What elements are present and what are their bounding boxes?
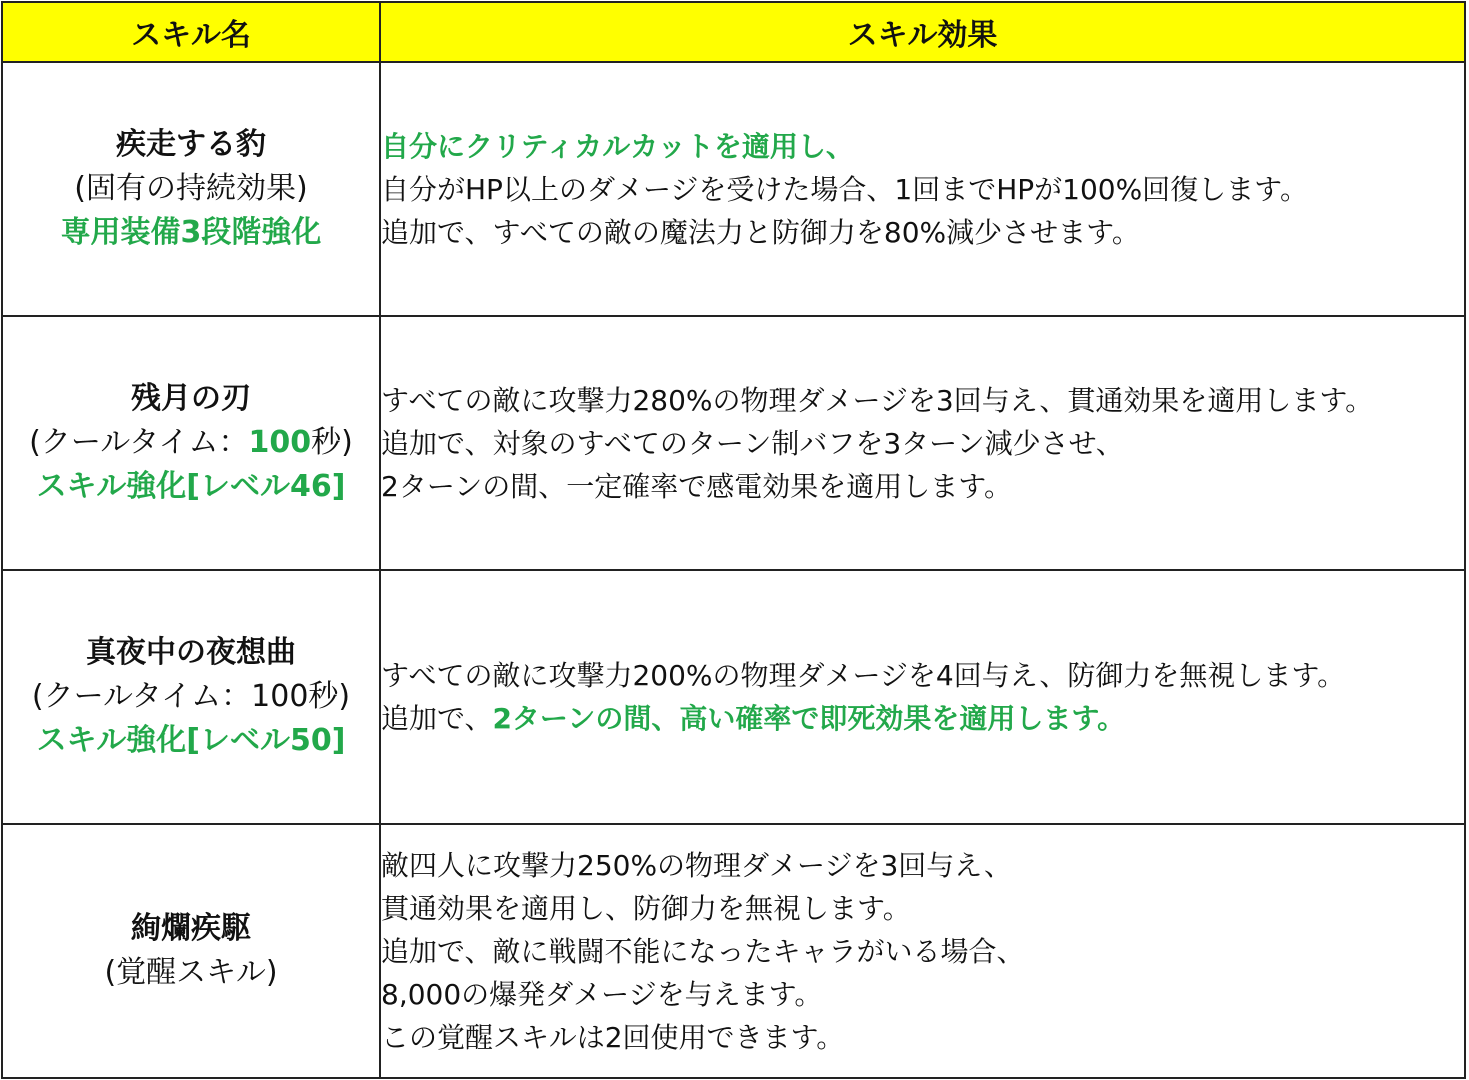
skill-subtitle: (クールタイム：100秒) (31, 679, 351, 714)
cooldown-value: 100 (248, 425, 312, 460)
skill-subtitle (3, 421, 379, 465)
skill-name-cell (2, 62, 380, 316)
effect-line: 追加で、敵に戦闘不能になったキャラがいる場合、 (381, 934, 1025, 968)
skill-name-cell (2, 316, 380, 570)
skill-effect-cell (380, 824, 1465, 1078)
skill-effect-cell (380, 62, 1465, 316)
header-skill-effect: スキル効果 (380, 2, 1465, 62)
skill-name: 残月の刃 (131, 381, 251, 416)
header-row (2, 2, 1465, 62)
effect-line: 貫通効果を適用し、防御力を無視します。 (381, 891, 911, 925)
skill-upgrade: 専用装備3段階強化 (60, 215, 322, 250)
cooldown-suffix: 秒) (311, 425, 353, 460)
effect-line: この覚醒スキルは2回使用できます。 (381, 1020, 845, 1054)
skill-effect-cell (380, 316, 1465, 570)
skill-name: 真夜中の夜想曲 (86, 635, 296, 670)
cooldown-prefix: (クールタイム： (29, 425, 249, 460)
effect-line (381, 697, 1464, 740)
effect-line: 8,000の爆発ダメージを与えます。 (381, 977, 823, 1011)
skill-table (1, 1, 1466, 1079)
effect-line: すべての敵に攻撃力200%の物理ダメージを4回与え、防御力を無視します。 (381, 659, 1346, 692)
skill-row (2, 316, 1465, 570)
skill-name: 疾走する豹 (116, 127, 266, 162)
skill-row (2, 570, 1465, 824)
skill-subtitle: (覚醒スキル) (104, 955, 278, 990)
skill-upgrade: スキル強化[レベル50] (36, 723, 346, 758)
skill-upgrade: スキル強化[レベル46] (36, 469, 346, 504)
skill-row (2, 824, 1465, 1078)
effect-line: 追加で、対象のすべてのターン制バフを3ターン減少させ、 (381, 426, 1124, 460)
effect-highlight: 2ターンの間、高い確率で即死効果を適用します。 (492, 702, 1126, 735)
skill-name: 絢爛疾駆 (131, 911, 251, 946)
header-skill-name: スキル名 (2, 2, 380, 62)
effect-line: すべての敵に攻撃力280%の物理ダメージを3回与え、貫通効果を適用します。 (381, 383, 1374, 417)
skill-subtitle: (固有の持続効果) (74, 171, 308, 206)
skill-effect-cell (380, 570, 1465, 824)
skill-name-cell (2, 824, 380, 1078)
skill-row (2, 62, 1465, 316)
effect-line: 敵四人に攻撃力250%の物理ダメージを3回与え、 (381, 848, 1012, 882)
effect-line: 2ターンの間、一定確率で感電効果を適用します。 (381, 469, 1013, 503)
effect-prefix: 追加で、 (381, 702, 493, 735)
effect-line: 自分がHP以上のダメージを受けた場合、1回までHPが100%回復します。 (381, 172, 1308, 206)
effect-line: 自分にクリティカルカットを適用し、 (381, 129, 854, 163)
skill-name-cell (2, 570, 380, 824)
effect-line: 追加で、すべての敵の魔法力と防御力を80%減少させます。 (381, 215, 1140, 249)
